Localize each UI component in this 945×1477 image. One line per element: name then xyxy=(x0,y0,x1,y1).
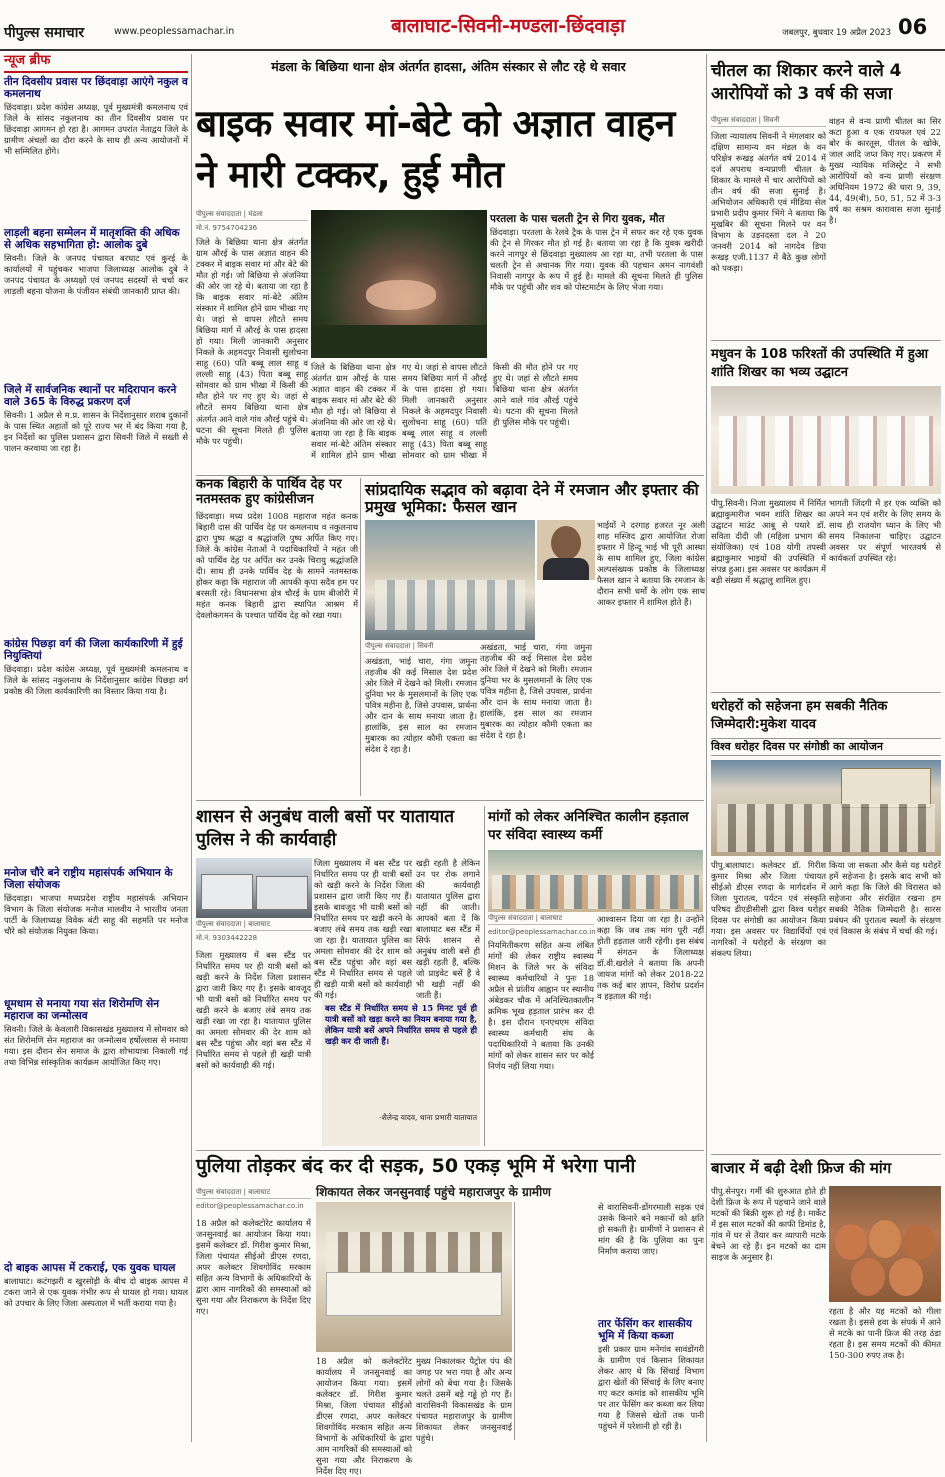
fridge-body-1: पीपु.सेनपुर। गर्मी की शुरुआत होते ही देशी फ्रिज के रूप में पहचाने जाने वाले मटकों की बिक्री शुरू हो गई है। मार्केट में इस साल मटकों की काफी डिमांड है, गांव में घर से तैयार कर व्यापारी मटके बेचने आ रहे हैं। इन मटकों का दाम साइज के अनुसार है। xyxy=(711,1186,826,1263)
heritage-subhead: विश्व धरोहर दिवस पर संगोष्ठी का आयोजन xyxy=(711,738,941,756)
heritage-audience xyxy=(717,804,935,852)
train-headline: परतला के पास चलती ट्रेन से गिरा युवक, मौत xyxy=(490,213,665,225)
masthead-logo xyxy=(4,22,114,40)
kanak-story xyxy=(196,478,358,798)
fridge-headline: बाजार में बढ़ी देशी फ्रिज की मांग xyxy=(711,1159,892,1177)
bus-photo xyxy=(196,858,312,918)
bus-byline: पीपुल्स संवाददाता | बालाघाट मो.नं. 9303442228 xyxy=(196,920,312,950)
ramzan-headline: सांप्रदायिक सद्भाव को बढ़ावा देने में रमजान और इफ्तार की प्रमुख भूमिका: फैसल खान xyxy=(365,481,699,517)
portrait-shirt xyxy=(543,558,589,580)
crowd-shape xyxy=(375,580,525,630)
strike-body-1: नियमितीकरण सहित अन्य लंबित मांगों की लेकर राष्ट्रीय स्वास्थ्य मिशन के जिले भर के संविदा स्वास्थ्य कर्मचारियों ने पुनः 18 अप्रैल से प्रांतीय आह्वान पर स्थानीय अंबेडकर चौक में अनिश्चितकालीन क्रमिक भूख हड़ताल प्रारंभ कर दी है। इस दौरान एनएचएम संविदा स्वास्थ्य कर्मचारी संघ के पदाधिकारियों ने बताया कि उनकी मांगों को लेकर शासन स्तर पर कोई निर्णय नहीं लिया गया। xyxy=(488,940,594,1072)
brief-body: छिंदवाड़ा। प्रदेश कांग्रेस अध्यक्ष, पूर्व मुख्यमंत्री कमलनाथ एवं जिले के सांसद नकुलनाथ का तीन दिवसीय प्रवास पर छिंदवाड़ा आगमन हो रहा है। आगमन उपरांत नेताद्वय जिले के ग्रामीण अंचलों का दौरा करने के साथ ही अन्य आयोजनों में भी सम्मिलित होंगे। xyxy=(4,101,188,156)
meeting-table xyxy=(326,1272,502,1316)
portrait-head xyxy=(551,526,581,560)
website: www.peoplessamachar.in xyxy=(114,26,235,37)
lead-byline: पीपुल्स संवाददाता | मंडला xyxy=(196,210,308,221)
issue-date: जबलपुर, बुधवार 19 अप्रैल 2023 xyxy=(782,28,891,38)
bus-headline: शासन से अनुबंध वाली बसों पर यातायात पुलिस ने की कार्यवाही xyxy=(196,807,455,851)
fencing-headline: तार फेंसिंग कर शासकीय भूमि में किया कब्जा xyxy=(598,1318,692,1343)
culvert-body-4: से वारासिवनी-डोंगरमाली सड़क एवं उसके किनारे बने मकानों को क्षति हो सकती है। ग्रामीणों ने प्रशासन से मांग की है कि पुलिया का पुनः निर्माण कराया जाए। xyxy=(598,1202,704,1257)
brief-headline: लाड़ली बहना सम्मेलन में मातृशक्ति की अधिक से अधिक सहभागिता हो: आलोक दुबे xyxy=(4,226,180,251)
lead-body-1: जिले के बिछिया थाना क्षेत्र अंतर्गत ग्राम औरई के पास अज्ञात वाहन की टक्कर में बाइक सवार मां और बेटे की मौत हो गई। जो बिछिया से अंजनिया की ओर जा रहे थे। बताया जा रहा है कि बाइक सवार मां-बेटे अंतिम संस्कार में शामिल होने ग्राम भीखा गए थे। जहां से वापस लौटते समय बिछिया मार्ग में औरई के पास हादसा हो गया। मिली जानकारी अनुसार निकले के अहमदपुर निवासी सुलोचना साहू (60) पति बब्बू लाल साहू व लल्ली साहू (43) पिता बब्बू साहू सोमवार को ग्राम भीखा में किसी की मौत होने पर गए हुए थे। जहां से लौटते समय बिछिया थाना क्षेत्र अंतर्गत आने वाले गांव औरई पहुंचे थे। घटना की सूचना मिलते ही पुलिस मौके पर पहुंची। xyxy=(196,237,308,446)
strike-crowd xyxy=(492,875,699,909)
chital-body-1: जिला न्यायालय सिवनी ने मंगलवार को दक्षिण सामान्य वन मंडल के वन परिक्षेत्र रूखड़ अंतर्गत वर्ष 2014 में दर्ज अपराध वन्यप्राणी चीतल के शिकार के मामले में चार आरोपियों को तीन वर्ष की सजा सुनाई है। अभियोजन अधिकारी एवं मीडिया सेल प्रभारी प्रदीप कुमार भिंगे ने बताया कि मुखबिर की सूचना मिलने पर वन विभाग के उड़नदस्ता दल ने 20 जनवरी 2014 को नागदेव डिपा रूखड़ एजी.1137 में बैठे कुछ लोगों को पकड़ा। xyxy=(711,131,826,274)
ramzan-byline: पीपुल्स संवाददाता | सिवनी xyxy=(365,642,533,656)
accident-body-shape xyxy=(366,280,436,310)
logo-text: पीपुल्स समाचार xyxy=(4,25,85,41)
brief-headline: दो बाइक आपस में टकराई, एक युवक घायल xyxy=(4,1262,176,1275)
strike-byline: पीपुल्स संवाददाता | बालाघाट editor@peoplessamachar.co.in xyxy=(488,914,596,936)
bus-quote-by: -शैलेन्द्र यादव, थाना प्रभारी यातायात xyxy=(379,1113,477,1122)
fencing-body: इसी प्रकार ग्राम मनेगांव सावंडोंगरी के ग्रामीण एवं किसान शिकायत लेकर आए थे कि सिंचाई विभाग द्वारा खेतों की सिंचाई के लिए बनाए गए कटर कमांड को शासकीय भूमि पर तार फेंसिंग कर कब्जा कर लिया गया है जिससे खेतों तक पानी पहुंचने में परेशानी हो रही है। xyxy=(598,1344,704,1432)
pot-1 xyxy=(835,1224,867,1260)
brief-item xyxy=(4,867,188,995)
ramzan-body-1: अखंडता, भाई चारा, गंगा जमुना तहजीब की कई मिसाल देश प्रदेश ओर जिले में देखने को मिली। रमजान दुनिया भर के मुसलमानों के लिए एक पवित्र महीना है, जिसे उपवास, प्रार्थना और दान के साथ मनाया जाता है। हालांकि, इस साल का रमजान मुबारक का त्योहार कौमी एकता का संदेश दे रहा है। xyxy=(365,656,477,755)
madhuvan-stage xyxy=(719,416,933,486)
chital-body-2: वाहन से वन्य प्राणी चीतल का सिर कटा हुआ व एक रायफल एवं 22 बोर के कारतूस, पीतल के खोके, जाल आदि जप्त किए गए। प्रकरण में मुख्य न्यायिक मजिस्ट्रेट ने सभी आरोपियों को वन्य प्राणी संरक्षण अधिनियम 1972 की धारा 9, 39, 44, 49(बी), 50, 51, 52 में 3-3 वर्ष का सश्रम कारावास सजा सुनाई है। xyxy=(829,116,941,226)
strike-headline: मांगों को लेकर अनिश्चित कालीन हड़ताल पर संविदा स्वास्थ्य कर्मी xyxy=(488,809,689,844)
kanak-headline: कनक बिहारी के पार्थिव देह पर नतमस्तक हुए कांग्रेसीजन xyxy=(196,477,342,507)
section-title: बालाघाट-सिवनी-मण्डला-छिंदवाड़ा xyxy=(390,15,625,37)
bus-shape-1 xyxy=(201,874,253,910)
culvert-byline: पीपुल्स संवाददाता | बालाघाट editor@peoplessamachar.co.in xyxy=(196,1188,311,1216)
chital-headline: चीतल का शिकार करने वाले 4 आरोपियों को 3 वर्ष की सजा xyxy=(711,61,902,105)
heritage-photo xyxy=(711,760,941,856)
lead-kicker: मंडला के बिछिया थाना क्षेत्र अंतर्गत हादसा, अंतिम संस्कार से लौट रहे थे सवार xyxy=(271,59,626,74)
bus-quote-box xyxy=(322,1000,480,1146)
brief-headline: धूमधाम से मनाया गया संत शिरोमणि सेन महाराज का जन्मोत्सव xyxy=(4,998,160,1023)
brief-body: छिंदवाड़ा। प्रदेश कांग्रेस अध्यक्ष, पूर्व मुख्यमंत्री कमलनाथ व जिले के सांसद नकुलनाथ के निर्देशानुसार कांग्रेस पिछड़ा वर्ग प्रकोष्ठ की जिला कार्यकारिणी का विस्तार किया गया है। xyxy=(4,664,188,697)
pots-photo xyxy=(829,1186,941,1302)
brief-headline: तीन दिवसीय प्रवास पर छिंदवाड़ा आएंगे नकुल व कमलनाथ xyxy=(4,75,188,100)
accident-photo xyxy=(311,210,487,358)
jansunwai-photo xyxy=(316,1202,512,1352)
lead-mobile: मो.नं. 9754704236 xyxy=(196,224,258,232)
bus-body-3: खड़ी रहती है लेकिन उन पर रोक लगाने की कार्यवाही यातायात पुलिस द्वारा नहीं की जाती। आपको बता दें कि बालाघाट बस स्टैंड में सिर्फ शासन से अनुबंध वाली बसें ही खड़ी रहती हैं, बल्कि जो प्राइवेट बसें हैं वे भी खड़ी नहीं की जाती हैं। xyxy=(416,858,480,1001)
heritage-body-1: पीपु.बालाघाट। कलेक्टर डॉ. गिरीश कुमार मिश्रा और जिला पंचायत सीईओ डीएस रणदा के मार्गदर्शन में जिला पुरातत्व, पर्यटन एवं संस्कृति परिषद डीएडीसीसी द्वारा विश्व धरोहर दिवस पर संगोष्ठी का आयोजन किया गया। इस अवसर पर विद्यार्थियों एवं नागरिकों ने धरोहरों के संरक्षण का संकल्प लिया। xyxy=(711,860,826,959)
strike-photo xyxy=(488,850,703,912)
bus-body-1: जिला मुख्यालय में बस स्टैंड पर निर्धारित समय पर ही यात्री बसों को खड़ी करने के निर्देश जिला प्रशासन द्वारा जारी किए गए हैं। इसके बावजूद भी यात्री बसों को निर्धारित समय पर खड़ी करने के बजाए लंबे समय तक खड़ी रखा जा रहा है। यातायात पुलिस का अमला सोमवार की देर शाम को बस स्टैंड पहुंचा और वहां बस स्टैंड में निर्धारित समय से पहले ही खड़ी यात्री बसों को कार्यवाही की गई। xyxy=(196,950,311,1071)
brief-item xyxy=(4,384,188,635)
culvert-subhead: शिकायत लेकर जनसुनवाई पहुंचे महाराजपुर के ग्रामीण xyxy=(316,1185,551,1199)
madhuvan-photo xyxy=(711,386,941,494)
madhuvan-body-2: भागती जिंदगी में हर एक व्यक्ति को अपने मन एवं शरीर के लिए समय के साथ ही राजयोग ध्यान के लिए भी समय निकालना चाहिए। उद्घाटन अवसर पर संपूर्ण भारतवर्ष से कार्यकर्ता उपस्थित रहे। xyxy=(829,498,941,564)
kanak-body: छिंदवाड़ा। मध्य प्रदेश 1008 महाराज महंत कनक बिहारी दास की पार्थिव देह पर कमलनाथ व नकुलनाथ द्वारा पुष्प श्रद्धा व श्रद्धांजलि पुष्प अर्पित किए गए। जिले के कांग्रेस नेताओं ने पदाधिकारियों ने महंत जी को पार्थिव देह पर अर्पित कर उनके चिरायु श्रद्धांजलि दी। साथ ही उनके पार्थिव देह के सामने नतमस्तक होकर कहा कि महाराज जी आपकी कृपा सदैव हम पर बरसती रहे। विधानसभा क्षेत्र चौरई के ग्राम बीजोरी में महंत कनक बिहारी द्वारा स्थापित आश्रम में देवलोकगमन के पश्चात पार्थिव देह को रखा गया। xyxy=(196,511,358,621)
culvert-body-3: मुख्य निकालकर पैट्रोल पंप की जगह पर भरा गया है और अन्य लोगों को बेचा गया है। जिसके चलते उसमें बड़े गड्ढे हो गए हैं। वारासिवनी विकासखंड के ग्राम पंचायत महाराजपुर के ग्रामीण शिकायत लेकर जनसुनवाई पहुंचे। xyxy=(416,1356,512,1444)
meeting-people xyxy=(326,1232,502,1272)
pot-4 xyxy=(851,1258,885,1296)
brief-headline: जिले में सार्वजनिक स्थानों पर मदिरापान करने वाले 365 के विरुद्ध प्रकरण दर्ज xyxy=(4,383,177,408)
train-body: छिंदवाड़ा। परतला के रेलवे ट्रैक के पास ट्रेन में सफर कर रहे एक युवक की ट्रेन से गिरकर मौत हो गई है। बताया जा रहा है कि युवक खरीदी करने नागपुर से छिंदवाड़ा मुख्यालय आ रहा था, तभी परतला के पास चलती ट्रेन से अचानक गिर गया। युवक की पहचान अमन नागवंशी निवासी नागपुर के रूप में हुई है। मामले की सूचना मिलते ही पुलिस मौके पर पहुंची और शव को पोस्टमार्टम के लिए भेजा गया। xyxy=(490,227,703,293)
heritage-body-2: किया जा सकता और कैसे यह धरोहरें हमें सहेजना है। इसके बाद सभी को आगे कहा कि जिले की विरासत को सहेजना और संरक्षित रखना हम सबकी नैतिक जिम्मेदारी है। सारस प्रबंधन की पुरातत्व स्थलों के संरक्षण एवं विकास के संबंध में चर्चा की गई। xyxy=(829,860,941,937)
madhuvan-body-1: पीपु.सिवनी। निजा मुख्यालय में निर्मित ब्रह्माकुमारीज भवन शांति शिखर का उद्घाटन माउंट आबू से पधारे डॉ. सविता दीदी जी (महिला प्रभाग की संयोजिका) एवं 108 योगी तपस्वी ब्रह्माकुमार भाइयों की उपस्थिति में संपन्न हुआ। इस अवसर पर कार्यक्रम में बड़ी संख्या में श्रद्धालु शामिल हुए। xyxy=(711,498,826,586)
brief-item xyxy=(4,76,188,224)
brief-body: छिंदवाड़ा। भाजपा मध्यप्रदेश राष्ट्रीय महासंपर्क अभियान विभाग के जिला संयोजक मनोज मालवीय ने भारतीय जनता पार्टी के जिलाध्यक्ष विवेक बंटी साहू की सहमति पर मनोज चौरे को संयोजक नियुक्त किया। xyxy=(4,893,188,937)
lead-story xyxy=(196,210,308,470)
pot-5 xyxy=(889,1258,923,1296)
news-brief-label: न्यूज ब्रीफ xyxy=(4,54,188,73)
culvert-body-2: 18 अप्रैल को कलेक्टोरेट कार्यालय में जनसुनवाई का आयोजन किया गया। इसमें कलेक्टर डॉ. गिरीश कुमार मिश्रा, जिला पंचायत सीईओ डीएस रणदा, अपर कलेक्टर शिवगोविंद मरकाम सहित अन्य विभागों के अधिकारियों के द्वारा आम नागरिकों की समस्याओं को सुना गया और निराकरण के निर्देश दिए गए। xyxy=(316,1356,412,1477)
heritage-headline: धरोहरों को सहेजना हम सबकी नैतिक जिम्मेदारी:मुकेश यादव xyxy=(711,699,888,733)
culvert-headline: पुलिया तोड़कर बंद कर दी सड़क, 50 एकड़ भूमि में भरेगा पानी xyxy=(196,1155,636,1177)
pot-2 xyxy=(869,1220,901,1258)
grass-strip xyxy=(311,325,487,358)
heritage-banner xyxy=(841,768,931,808)
brief-item xyxy=(4,1262,188,1426)
brief-body: सिवनी। 1 अप्रैल से म.प्र. शासन के निर्देशानुसार शराब दुकानों के पास स्थित अहातों को पूरे राज्य भर में बंद किया गया है, इन निर्देशों का पुलिस प्रशासन द्वारा सिवनी जिले में सख्ती से पालन करवाया जा रहा है। xyxy=(4,409,188,454)
chital-byline: पीपुल्स संवाददाता | सिवनी xyxy=(711,116,826,130)
lead-headline: बाइक सवार मां-बेटे को अज्ञात वाहन ने मारी टक्कर, हुई मौत xyxy=(196,102,675,197)
brief-body: सिवनी। जिले के केवलारी विकासखंड मुख्यालय में सोमवार को संत शिरोमणि सेन महाराज का जन्मोत्सव हर्षोल्लास से मनाया गया। इस दौरान सेन समाज के द्वारा शोभायात्रा निकाली गई तथा विभिन्न सांस्कृतिक कार्यक्रम आयोजित किए गए। xyxy=(4,1024,188,1068)
bus-body-2: जिला मुख्यालय में बस स्टैंड पर निर्धारित समय पर ही यात्री बसों को खड़ी करने के निर्देश जिला प्रशासन द्वारा जारी किए गए हैं। इसके बावजूद भी यात्री बसों को निर्धारित समय पर खड़ी करने के बजाए लंबे समय तक खड़ी रखा जा रहा है। यातायात पुलिस का अमला सोमवार की देर शाम को बस स्टैंड पहुंचा और वहां बस स्टैंड में निर्धारित समय से पहले ही खड़ी यात्री बसों को कार्यवाही की गई। xyxy=(314,858,412,1001)
brief-body: सिवनी। जिले के जनपद पंचायत बरघाट एवं कुरई के कार्यालयों में पहुंचकर भाजपा जिलाध्यक्ष आलोक दुबे ने जनपद पंचायत के अध्यक्षों एवं जनपद सदस्यों से चर्चा कर लाड़ली बहना योजना के पंजीयन संबंधी जानकारी प्राप्त की। xyxy=(4,252,188,296)
fridge-body-2: रहता है और यह मटकों को गीला रखता है। इससे हवा के संपर्क में आने से मटके का पानी फ्रिज की तरह ठंडा रहता है। इस समय मटकों की कीमत 150-300 रुपए तक है। xyxy=(829,1306,941,1361)
fencing-story xyxy=(598,1315,704,1441)
brief-body: बालाघाट। कटंगझरी व खुरसोड़ी के बीच दो बाइक आपस में टकरा जाने से एक युवक गंभीर रूप से घायल हो गया। घायल को उपचार के लिए जिला अस्पताल में भर्ती कराया गया है। xyxy=(4,1276,188,1309)
culvert-body-1: 18 अप्रैल को कलेक्टोरेट कार्यालय में जनसुनवाई का आयोजन किया गया। इसमें कलेक्टर डॉ. गिरीश कुमार मिश्रा, जिला पंचायत सीईओ डीएस रणदा, अपर कलेक्टर शिवगोविंद मरकाम सहित अन्य विभागों के अधिकारियों के द्वारा आम नागरिकों की समस्याओं को सुना गया और निराकरण के निर्देश दिए गए। xyxy=(196,1218,311,1317)
ramzan-body-3: भाईयों ने दरगाह हजरत नूर अली शाह मस्जिद द्वारा आयोजित रोजा इफ्तार में हिन्दू भाई भी पूरी आस्था के साथ शामिल हुए, जिला कांग्रेस अल्पसंख्यक प्रकोष्ठ के जिलाध्यक्ष फैसल खान ने बताया कि रमजान के दौरान सभी धर्मों के लोग एक साथ आकर इफ्तार में शामिल होते हैं। xyxy=(597,520,705,608)
lead-body-cols: जिले के बिछिया थाना क्षेत्र अंतर्गत ग्राम औरई के पास अज्ञात वाहन की टक्कर में बाइक सवार मां और बेटे की मौत हो गई। जो बिछिया से अंजनिया की ओर जा रहे थे। बताया जा रहा है कि बाइक सवार मां-बेटे अंतिम संस्कार में शामिल होने ग्राम भीखा गए थे। जहां से वापस लौटते समय बिछिया मार्ग में औरई के पास हादसा हो गया। मिली जानकारी अनुसार निकले के अहमदपुर निवासी सुलोचना साहू (60) पति बब्बू लाल साहू व लल्ली साहू (43) पिता बब्बू साहू सोमवार को ग्राम भीखा में किसी की मौत होने पर गए हुए थे। जहां से लौटते समय बिछिया थाना क्षेत्र अंतर्गत आने वाले गांव औरई पहुंचे थे। घटना की सूचना मिलते ही पुलिस मौके पर पहुंची। xyxy=(311,362,578,461)
iftar-photo xyxy=(365,520,535,640)
brief-item xyxy=(4,998,188,1259)
strike-body-2: आश्वासन दिया जा रहा है। उन्होंने कहा कि जब तक मांग पूरी नहीं होती हड़ताल जारी रहेगी। इस संबंध में संगठन के जिलाध्यक्ष डॉ.वी.खरोले ने बताया कि अपनी जायज मांगों को लेकर 2018-22 तक कई बार ज्ञापन, विरोध प्रदर्शन व हड़ताल की गई। xyxy=(597,914,704,1002)
pot-3 xyxy=(903,1224,935,1260)
train-story xyxy=(490,210,703,472)
page-number: 06 xyxy=(898,15,928,39)
brief-item xyxy=(4,638,188,864)
news-brief-column xyxy=(4,54,188,1442)
brief-headline: मनोज चौरे बने राष्ट्रीय महासंपर्क अभियान के जिला संयोजक xyxy=(4,867,173,892)
madhuvan-headline: मधुवन के 108 फरिश्तों की उपस्थिति में हुआ शांति शिखर का भव्य उद्घाटन xyxy=(711,347,929,381)
brief-item xyxy=(4,227,188,381)
masthead xyxy=(0,0,945,52)
bus-quote: बस स्टैंड में निर्धारित समय से 15 मिनट पूर्व ही यात्री बसों को खड़ा करने का नियम बनाया गया है, लेकिन यात्री बसें अपने निर्धारित समय से पहले ही खड़ी कर दी जाती हैं। xyxy=(325,1003,477,1047)
bus-shape-2 xyxy=(256,876,308,910)
brief-headline: कांग्रेस पिछड़ा वर्ग की जिला कार्यकारिणी में हुई नियुक्तियां xyxy=(4,637,183,662)
ramzan-body-2: अखंडता, भाई चारा, गंगा जमुना तहजीब की कई मिसाल देश प्रदेश ओर जिले में देखने को मिली। रमजान दुनिया भर के मुसलमानों के लिए एक पवित्र महीना है, जिसे उपवास, प्रार्थना और दान के साथ मनाया जाता है। हालांकि, इस साल का रमजान मुबारक का त्योहार कौमी एकता का संदेश दे रहा है। xyxy=(480,642,592,741)
faisal-khan-photo xyxy=(537,520,595,580)
